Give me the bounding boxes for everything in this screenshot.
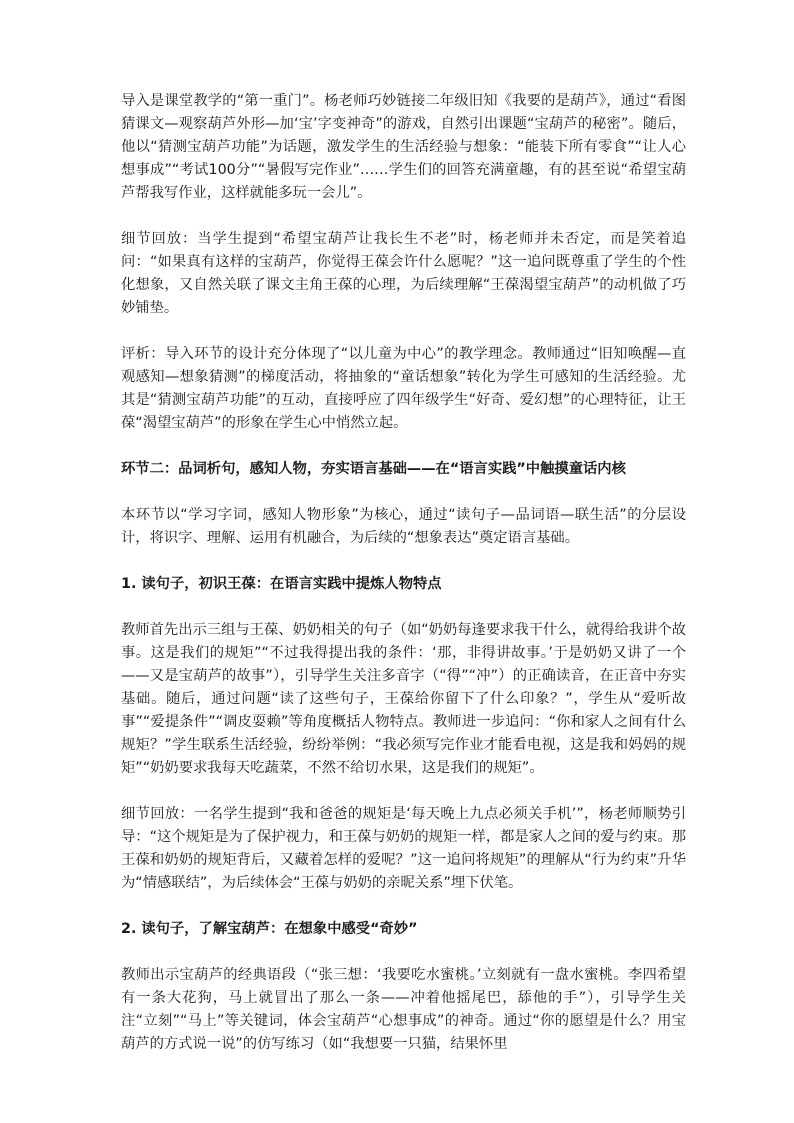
subsection-heading-1: 1. 读句子，初识王葆：在语言实践中提炼人物特点 [121,576,442,592]
paragraph-gap [121,941,686,964]
paragraph-detail-replay-2: 细节回放：一名学生提到“我和爸爸的规矩是‘每天晚上九点必须关手机’”，杨老师顺势引导：“这个规矩是为了保护视力，和王葆与奶奶的规矩一样，都是家人之间的爱与约束。那王葆和奶奶的规矩背后，又藏着怎样的爱呢？”这一追问将规矩”的理解从“行为约束”升华为“情感联结”，为后续体会“王葆与奶奶的亲昵关系”埋下伏笔。 [121,806,686,891]
paragraph-gap [121,596,686,619]
paragraph-gap [121,780,686,803]
paragraph-gap [121,205,686,228]
paragraph-gap [121,895,686,918]
paragraph-gourd-passage: 教师出示宝葫芦的经典语段（“张三想：‘我要吃水蜜桃。’立刻就有一盘水蜜桃。李四希望有一条大花狗，马上就冒出了那么一条——冲着他摇尾巴，舔他的手”），引导学生关注“立刻”“马上”等关键词，体会宝葫芦“心想事成”的神奇。通过“你的愿望是什么？用宝葫芦的方式说一说”的仿写练习（如“我想要一只猫，结果怀里 [121,967,686,1052]
paragraph-gap [121,481,686,504]
document-page [121,90,686,1056]
paragraph-intro: 导入是课堂教学的“第一重门”。杨老师巧妙链接二年级旧知《我要的是葫芦》，通过“看图猜课文—观察葫芦外形—加‘宝’字变神奇”的游戏，自然引出课题“宝葫芦的秘密”。随后，他以“猜测宝葫芦功能”为话题，激发学生的生活经验与想象：“能装下所有零食”“让人心想事成”“考试100分”“暑假写完作业”……学生们的回答充满童趣，有的甚至说“希望宝葫芦帮我写作业，这样就能多玩一会儿”。 [121,93,686,201]
paragraph-commentary: 评析：导入环节的设计充分体现了“以儿童为中心”的教学理念。教师通过“旧知唤醒—直观感知—想象猜测”的梯度活动，将抽象的“童话想象”转化为学生可感知的生活经验。尤其是“猜测宝葫芦功能”的互动，直接呼应了四年级学生“好奇、爱幻想”的心理特征，让王葆“渴望宝葫芦”的形象在学生心中悄然立起。 [121,346,686,431]
paragraph-gap [121,435,686,458]
paragraph-gap [121,550,686,573]
paragraph-read-sentences: 教师首先出示三组与王葆、奶奶相关的句子（如“奶奶每逢要求我干什么，就得给我讲个故事。这是我们的规矩”“不过我得提出我的条件：‘那，非得讲故事。’于是奶奶又讲了一个——又是宝葫芦的故事”），引导学生关注多音字（“得”“冲”）的正确读音，在正音中夯实基础。随后，通过问题“读了这些句子，王葆给你留下了什么印象？”，学生从“爱听故事”“爱提条件”“调皮耍赖”等角度概括人物特点。教师进一步追问：“你和家人之间有什么规矩？”学生联系生活经验，纷纷举例：“我必须写完作业才能看电视，这是我和妈妈的规矩”“奶奶要求我每天吃蔬菜，不然不给切水果，这是我们的规矩”。 [121,622,686,776]
paragraph-gap [121,320,686,343]
section-heading: 环节二：品词析句，感知人物，夯实语言基础——在“语言实践”中触摸童话内核 [121,461,626,477]
paragraph-section-intro: 本环节以“学习字词，感知人物形象”为核心，通过“读句子—品词语—联生活”的分层设计，将识字、理解、运用有机融合，为后续的“想象表达”奠定语言基础。 [121,507,686,546]
paragraph-detail-replay: 细节回放：当学生提到“希望宝葫芦让我长生不老”时，杨老师并未否定，而是笑着追问：“如果真有这样的宝葫芦，你觉得王葆会许什么愿呢？”这一追问既尊重了学生的个性化想象，又自然关联了课文主角王葆的心理，为后续理解“王葆渴望宝葫芦”的动机做了巧妙铺垫。 [121,231,686,316]
subsection-heading-2: 2. 读句子，了解宝葫芦：在想象中感受“奇妙” [121,921,418,937]
